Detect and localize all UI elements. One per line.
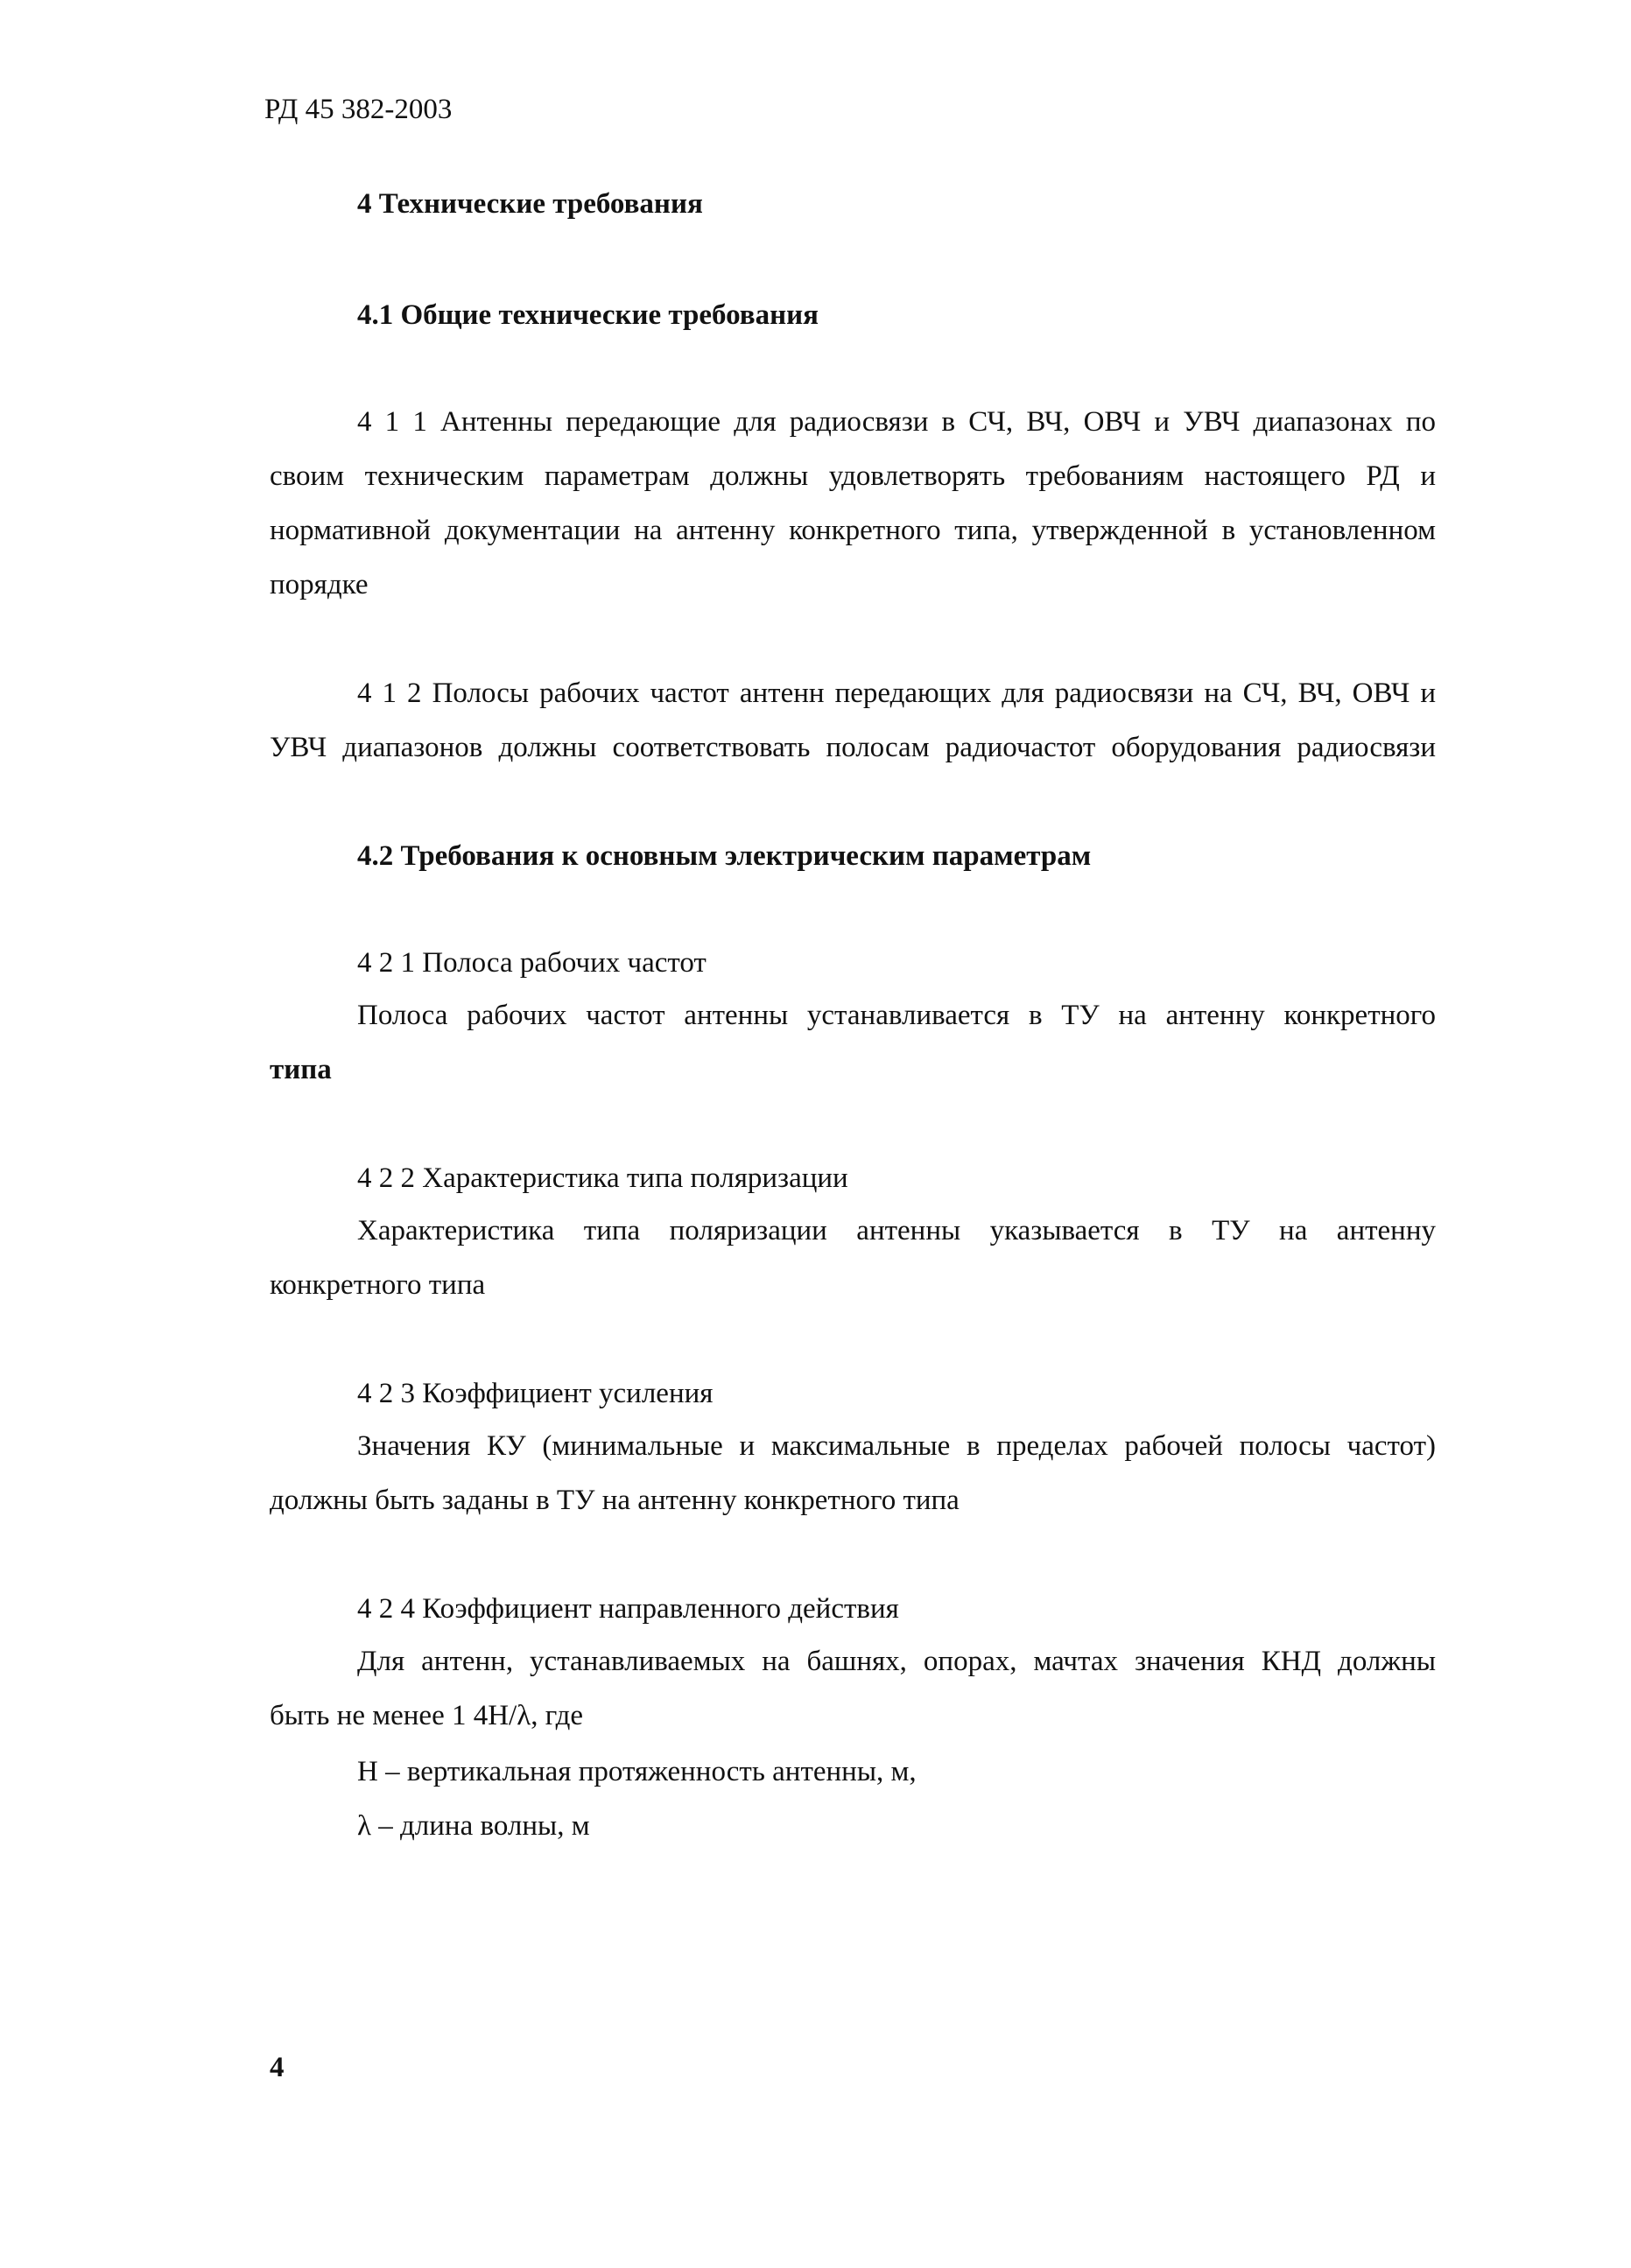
paragraph-4-2-1-heading: 4 2 1 Полоса рабочих частот: [357, 947, 707, 979]
paragraph-4-2-3-line-1: Значения КУ (минимальные и максимальные в пределах рабочей полосы частот): [357, 1430, 1436, 1462]
page-number: 4: [270, 2052, 285, 2083]
paragraph-4-2-4-line-2: быть не менее 1 4Н/λ, где: [270, 1700, 584, 1731]
document-code: РД 45 382-2003: [264, 94, 453, 125]
paragraph-4-2-3-line-2: должны быть заданы в ТУ на антенну конкретного типа: [270, 1485, 960, 1516]
definition-h: Н – вертикальная протяженность антенны, м,: [357, 1756, 917, 1787]
section-4-title: 4 Технические требования: [357, 188, 703, 220]
paragraph-4-1-1-line-4: порядке: [270, 569, 369, 600]
paragraph-4-2-4-line-1: Для антенн, устанавливаемых на башнях, опорах, мачтах значения КНД должны: [357, 1646, 1436, 1677]
paragraph-4-2-2-heading: 4 2 2 Характеристика типа поляризации: [357, 1162, 848, 1194]
paragraph-4-1-2-line-1: 4 1 2 Полосы рабочих частот антенн передающих для радиосвязи на СЧ, ВЧ, ОВЧ и: [357, 678, 1436, 709]
paragraph-4-2-3-heading: 4 2 3 Коэффициент усиления: [357, 1378, 714, 1409]
paragraph-4-1-1-line-1: 4 1 1 Антенны передающие для радиосвязи в СЧ, ВЧ, ОВЧ и УВЧ диапазонах по: [357, 406, 1436, 438]
section-4-2-title: 4.2 Требования к основным электрическим параметрам: [357, 840, 1092, 872]
paragraph-4-1-1-line-2: своим техническим параметрам должны удовлетворять требованиям настоящего РД и: [270, 460, 1436, 492]
paragraph-4-1-1-line-3: нормативной документации на антенну конкретного типа, утвержденной в установленном: [270, 515, 1436, 546]
paragraph-4-2-2-line-1: Характеристика типа поляризации антенны указывается в ТУ на антенну: [357, 1215, 1436, 1246]
paragraph-4-1-2-line-2: УВЧ диапазонов должны соответствовать полосам радиочастот оборудования радиосвязи: [270, 732, 1436, 763]
paragraph-4-2-1-line-1: Полоса рабочих частот антенны устанавливается в ТУ на антенну конкретного: [357, 1000, 1436, 1031]
definition-lambda: λ – длина волны, м: [357, 1810, 590, 1842]
paragraph-4-2-1-line-2: типа: [270, 1054, 332, 1085]
paragraph-4-2-4-heading: 4 2 4 Коэффициент направленного действия: [357, 1593, 899, 1625]
section-4-1-title: 4.1 Общие технические требования: [357, 299, 819, 331]
paragraph-4-2-2-line-2: конкретного типа: [270, 1269, 486, 1301]
